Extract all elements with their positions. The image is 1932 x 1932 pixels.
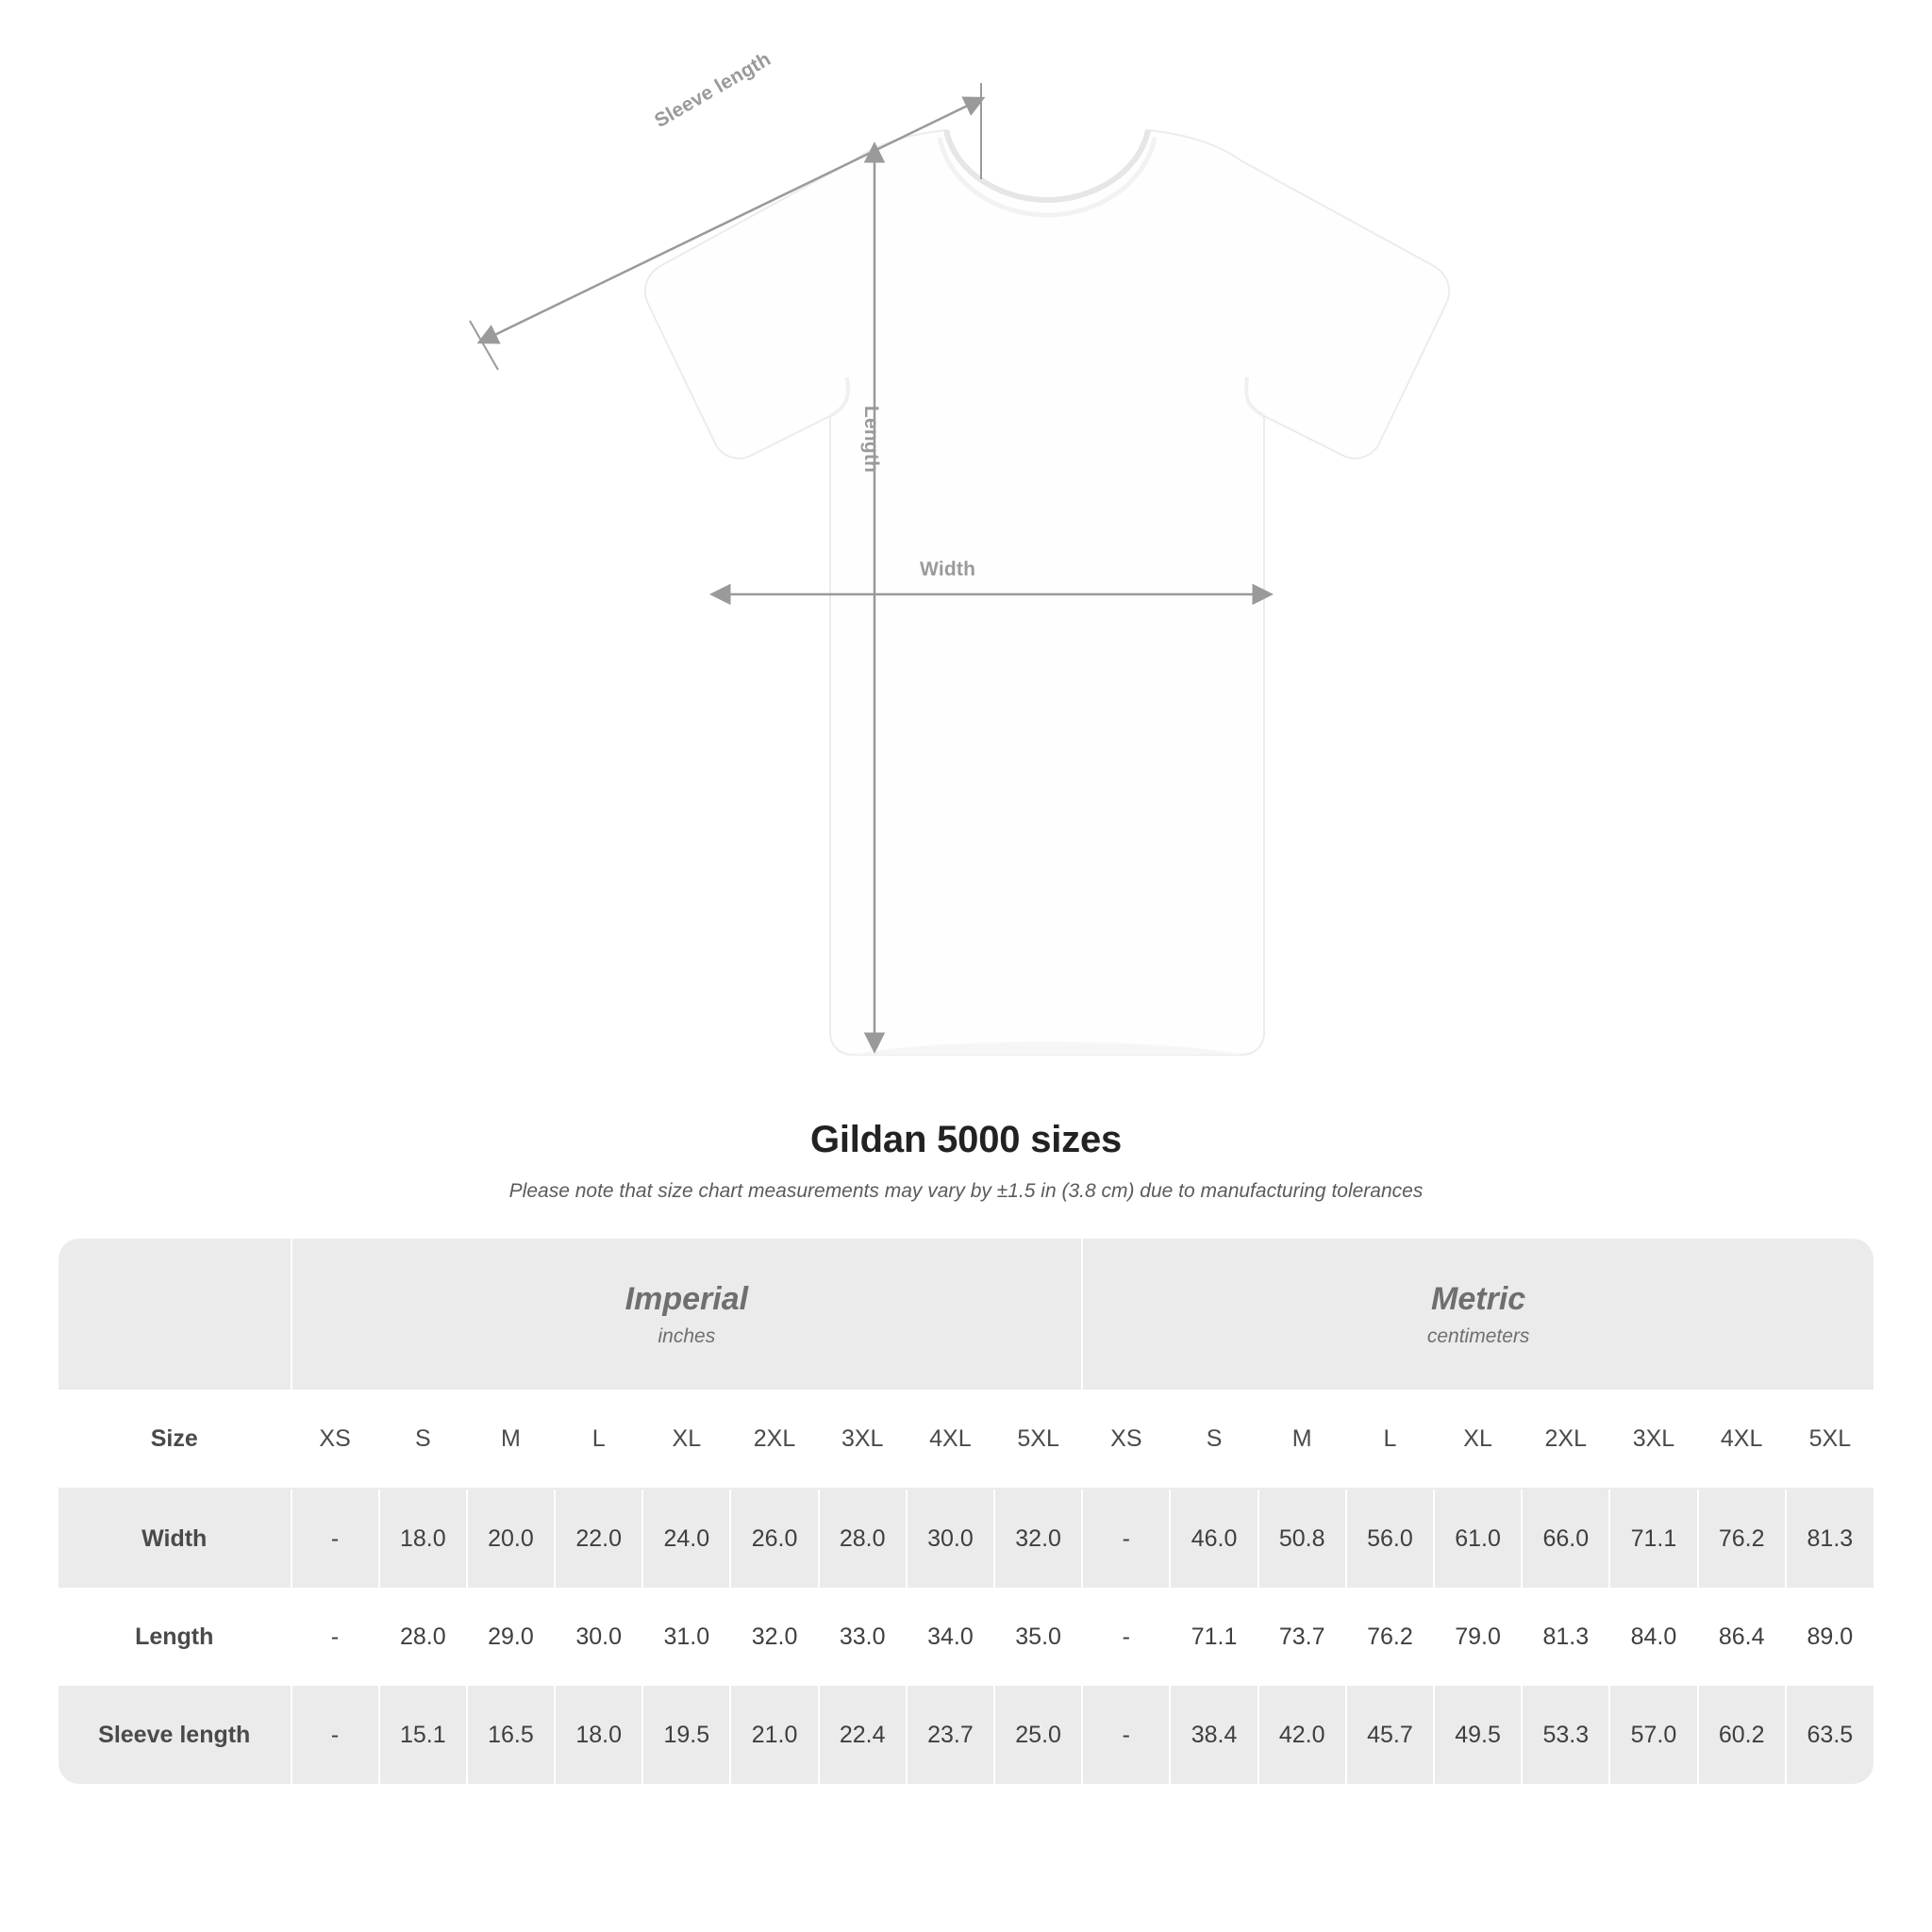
size-table-wrapper: [58, 1239, 1874, 1784]
unit-sub-imperial: inches: [658, 1325, 716, 1348]
tshirt-shape: [645, 130, 1449, 1055]
unit-sub-metric: centimeters: [1426, 1325, 1530, 1348]
size-header-label: Size: [58, 1390, 291, 1489]
cell-width-imperial-s: 18.0: [379, 1489, 467, 1588]
sleeve-length-label: Sleeve length: [651, 48, 774, 132]
tolerance-note: Please note that size chart measurements may vary by ±1.5 in (3.8 cm) due to manufacturing tolerances: [508, 1180, 1424, 1202]
unit-group-metric: [1082, 1239, 1874, 1390]
cell-width-imperial-3xl: 28.0: [819, 1489, 907, 1588]
size-header-imperial-xs: XS: [291, 1390, 379, 1489]
size-header-metric-5xl: 5XL: [1786, 1390, 1874, 1489]
cell-width-metric-xs: -: [1082, 1489, 1170, 1588]
cell-sleeve-imperial-m: 16.5: [467, 1686, 555, 1784]
cell-length-metric-3xl: 84.0: [1609, 1588, 1697, 1686]
unit-name-imperial: Imperial: [625, 1280, 749, 1317]
cell-sleeve-metric-4xl: 60.2: [1698, 1686, 1786, 1784]
size-header-imperial-2xl: 2XL: [730, 1390, 818, 1489]
unit-row-corner: [58, 1239, 291, 1390]
cell-length-imperial-l: 30.0: [555, 1588, 642, 1686]
cell-width-imperial-xs: -: [291, 1489, 379, 1588]
cell-length-imperial-m: 29.0: [467, 1588, 555, 1686]
cell-sleeve-metric-xl: 49.5: [1434, 1686, 1522, 1784]
cell-length-imperial-2xl: 32.0: [730, 1588, 818, 1686]
size-chart-table: [58, 1239, 1874, 1784]
cell-sleeve-imperial-xl: 19.5: [642, 1686, 730, 1784]
cell-width-imperial-xl: 24.0: [642, 1489, 730, 1588]
cell-width-metric-5xl: 81.3: [1786, 1489, 1874, 1588]
size-header-row: [58, 1390, 1874, 1489]
cell-width-imperial-2xl: 26.0: [730, 1489, 818, 1588]
cell-sleeve-imperial-l: 18.0: [555, 1686, 642, 1784]
length-label: Length: [860, 406, 882, 474]
cell-length-imperial-5xl: 35.0: [994, 1588, 1082, 1686]
size-header-imperial-5xl: 5XL: [994, 1390, 1082, 1489]
cell-width-metric-m: 50.8: [1258, 1489, 1346, 1588]
cell-width-metric-3xl: 71.1: [1609, 1489, 1697, 1588]
cell-sleeve-metric-l: 45.7: [1346, 1686, 1434, 1784]
cell-sleeve-imperial-4xl: 23.7: [907, 1686, 994, 1784]
cell-sleeve-imperial-xs: -: [291, 1686, 379, 1784]
cell-length-imperial-4xl: 34.0: [907, 1588, 994, 1686]
cell-length-metric-5xl: 89.0: [1786, 1588, 1874, 1686]
cell-sleeve-imperial-5xl: 25.0: [994, 1686, 1082, 1784]
width-label: Width: [920, 558, 976, 580]
cell-sleeve-metric-3xl: 57.0: [1609, 1686, 1697, 1784]
cell-sleeve-metric-2xl: 53.3: [1522, 1686, 1609, 1784]
table-row: [58, 1686, 1874, 1784]
size-header-imperial-m: M: [467, 1390, 555, 1489]
size-header-metric-l: L: [1346, 1390, 1434, 1489]
cell-sleeve-metric-xs: -: [1082, 1686, 1170, 1784]
size-header-metric-xl: XL: [1434, 1390, 1522, 1489]
cell-width-metric-4xl: 76.2: [1698, 1489, 1786, 1588]
size-header-metric-2xl: 2XL: [1522, 1390, 1609, 1489]
cell-sleeve-metric-5xl: 63.5: [1786, 1686, 1874, 1784]
cell-length-metric-xs: -: [1082, 1588, 1170, 1686]
cell-length-metric-m: 73.7: [1258, 1588, 1346, 1686]
cell-length-metric-s: 71.1: [1170, 1588, 1257, 1686]
cell-length-metric-xl: 79.0: [1434, 1588, 1522, 1686]
cell-width-imperial-m: 20.0: [467, 1489, 555, 1588]
cell-sleeve-imperial-s: 15.1: [379, 1686, 467, 1784]
size-header-metric-m: M: [1258, 1390, 1346, 1489]
size-header-imperial-3xl: 3XL: [819, 1390, 907, 1489]
unit-name-metric: Metric: [1431, 1280, 1526, 1317]
row-label-width: Width: [58, 1489, 291, 1588]
row-label-length: Length: [58, 1588, 291, 1686]
cell-length-imperial-xl: 31.0: [642, 1588, 730, 1686]
size-header-imperial-4xl: 4XL: [907, 1390, 994, 1489]
size-header-metric-4xl: 4XL: [1698, 1390, 1786, 1489]
size-header-imperial-l: L: [555, 1390, 642, 1489]
cell-length-imperial-s: 28.0: [379, 1588, 467, 1686]
title-block: [0, 1119, 1932, 1203]
cell-length-imperial-xs: -: [291, 1588, 379, 1686]
cell-width-metric-l: 56.0: [1346, 1489, 1434, 1588]
cell-width-metric-xl: 61.0: [1434, 1489, 1522, 1588]
cell-sleeve-imperial-3xl: 22.4: [819, 1686, 907, 1784]
size-header-metric-s: S: [1170, 1390, 1257, 1489]
size-header-metric-xs: XS: [1082, 1390, 1170, 1489]
size-header-imperial-s: S: [379, 1390, 467, 1489]
page-title: Gildan 5000 sizes: [809, 1119, 1123, 1160]
row-label-sleeve-length: Sleeve length: [58, 1686, 291, 1784]
cell-width-metric-2xl: 66.0: [1522, 1489, 1609, 1588]
cell-length-metric-4xl: 86.4: [1698, 1588, 1786, 1686]
cell-length-imperial-3xl: 33.0: [819, 1588, 907, 1686]
unit-header-row: [58, 1239, 1874, 1390]
table-row: [58, 1588, 1874, 1686]
cell-length-metric-l: 76.2: [1346, 1588, 1434, 1686]
cell-sleeve-metric-m: 42.0: [1258, 1686, 1346, 1784]
cell-width-imperial-4xl: 30.0: [907, 1489, 994, 1588]
size-header-metric-3xl: 3XL: [1609, 1390, 1697, 1489]
cell-width-metric-s: 46.0: [1170, 1489, 1257, 1588]
cell-width-imperial-l: 22.0: [555, 1489, 642, 1588]
size-header-imperial-xl: XL: [642, 1390, 730, 1489]
cell-sleeve-imperial-2xl: 21.0: [730, 1686, 818, 1784]
cell-width-imperial-5xl: 32.0: [994, 1489, 1082, 1588]
cell-length-metric-2xl: 81.3: [1522, 1588, 1609, 1686]
table-row: [58, 1489, 1874, 1588]
cell-sleeve-metric-s: 38.4: [1170, 1686, 1257, 1784]
unit-group-imperial: [291, 1239, 1083, 1390]
